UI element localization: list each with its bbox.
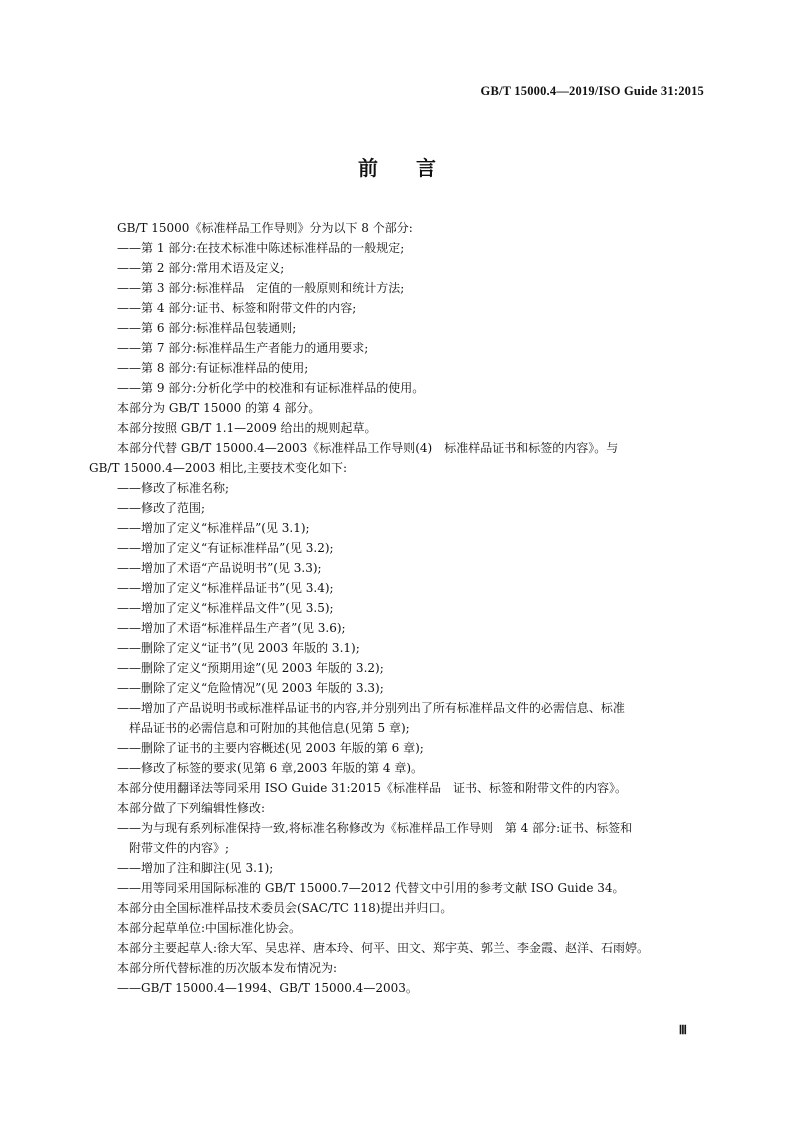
page-number: Ⅲ: [678, 1023, 687, 1037]
list-item: ——第 8 部分:有证标准样品的使用;: [117, 361, 309, 375]
list-item: ——第 2 部分:常用术语及定义;: [117, 261, 285, 275]
list-item: ——第 7 部分:标准样品生产者能力的通用要求;: [117, 341, 369, 355]
list-item: ——修改了范围;: [117, 501, 206, 515]
paragraph: 本部分按照 GB/T 1.1—2009 给出的规则起草。: [117, 421, 377, 435]
document-number-header: GB/T 15000.4—2019/ISO Guide 31:2015: [480, 84, 704, 98]
list-item: ——增加了定义“标准样品证书”(见 3.4);: [117, 581, 334, 595]
paragraph: GB/T 15000.4—2003 相比,主要技术变化如下:: [89, 461, 348, 475]
paragraph: 本部分做了下列编辑性修改:: [117, 801, 266, 815]
paragraph: 本部分起草单位:中国标准化协会。: [117, 921, 302, 935]
paragraph: 本部分所代替标准的历次版本发布情况为:: [117, 961, 338, 975]
list-item: ——增加了定义“标准样品”(见 3.1);: [117, 521, 310, 535]
paragraph: 本部分代替 GB/T 15000.4—2003《标准样品工作导则(4) 标准样品证书和标签的内容》。与: [117, 441, 619, 455]
list-item: ——第 6 部分:标准样品包装通则;: [117, 321, 297, 335]
list-item: ——增加了产品说明书或标准样品证书的内容,并分别列出了所有标准样品文件的必需信息、标准: [117, 701, 625, 715]
list-item: 附带文件的内容》;: [117, 841, 230, 855]
list-item: ——第 4 部分:证书、标签和附带文件的内容;: [117, 301, 357, 315]
list-item: ——GB/T 15000.4—1994、GB/T 15000.4—2003。: [117, 981, 418, 995]
list-item: ——用等同采用国际标准的 GB/T 15000.7—2012 代替文中引用的参考文献 ISO Guide 34。: [117, 881, 625, 895]
list-item: ——增加了定义“标准样品文件”(见 3.5);: [117, 601, 334, 615]
list-item: ——增加了注和脚注(见 3.1);: [117, 861, 274, 875]
paragraph: 本部分由全国标准样品技术委员会(SAC/TC 118)提出并归口。: [117, 901, 453, 915]
list-item: ——修改了标准名称;: [117, 481, 230, 495]
paragraph: 本部分使用翻译法等同采用 ISO Guide 31:2015《标准样品 证书、标签和附带文件的内容》。: [117, 781, 628, 795]
list-item: ——增加了术语“标准样品生产者”(见 3.6);: [117, 621, 346, 635]
list-item: ——删除了定义“预期用途”(见 2003 年版的 3.2);: [117, 661, 384, 675]
list-item: 样品证书的必需信息和可附加的其他信息(见第 5 章);: [117, 721, 410, 735]
page-title: 前言: [358, 156, 474, 180]
paragraph: GB/T 15000《标准样品工作导则》分为以下 8 个部分:: [117, 221, 413, 235]
list-item: ——增加了定义“有证标准样品”(见 3.2);: [117, 541, 334, 555]
list-item: ——删除了定义“危险情况”(见 2003 年版的 3.3);: [117, 681, 384, 695]
list-item: ——为与现有系列标准保持一致,将标准名称修改为《标准样品工作导则 第 4 部分:证书、标签和: [117, 821, 633, 835]
foreword-body: [89, 218, 705, 998]
list-item: ——删除了证书的主要内容概述(见 2003 年版的第 6 章);: [117, 741, 424, 755]
paragraph: 本部分主要起草人:徐大军、吴忠祥、唐本玲、何平、田文、郑宇英、郭兰、李金霞、赵洋、石雨婷。: [117, 941, 650, 955]
list-item: ——第 9 部分:分析化学中的校准和有证标准样品的使用。: [117, 381, 425, 395]
paragraph: 本部分为 GB/T 15000 的第 4 部分。: [117, 401, 321, 415]
list-item: ——修改了标签的要求(见第 6 章,2003 年版的第 4 章)。: [117, 761, 424, 775]
list-item: ——第 3 部分:标准样品 定值的一般原则和统计方法;: [117, 281, 405, 295]
list-item: ——删除了定义“证书”(见 2003 年版的 3.1);: [117, 641, 360, 655]
list-item: ——第 1 部分:在技术标准中陈述标准样品的一般规定;: [117, 241, 405, 255]
list-item: ——增加了术语“产品说明书”(见 3.3);: [117, 561, 322, 575]
